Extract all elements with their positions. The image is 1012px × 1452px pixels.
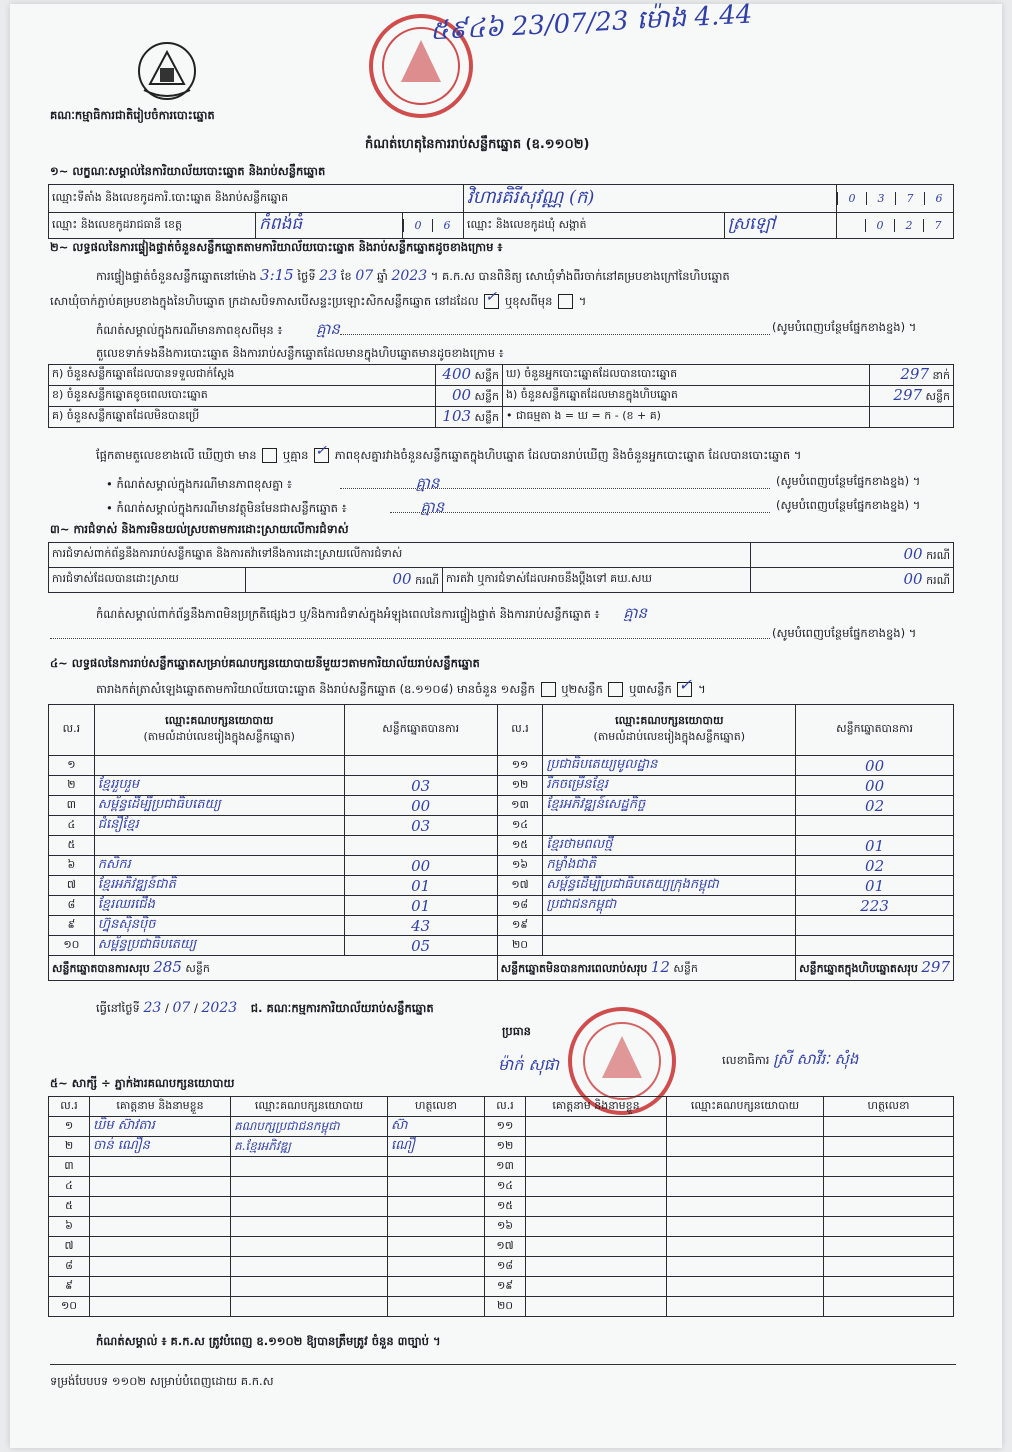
chair-signature: ម៉ាក់ សុផា <box>498 1055 559 1074</box>
party-result-row: ៣ សម្ព័ន្ធដើម្បីប្រជាធិបតេយ្យ 00 ១៣ ខ្មែរអភិវឌ្ឍន៍សេដ្ឋកិច្ច 02 <box>49 796 954 816</box>
complaint-label: ការជំទាស់ពាក់ព័ន្ធនឹងការរាប់សន្លឹកឆ្នោត និងការតវ៉ាទៅនឹងការដោះស្រាយលើការជំទាស់ <box>49 543 751 568</box>
party-name: ខ្មែរឈរជើង <box>97 897 155 912</box>
witness-row: ១ ឃិម ស៊ាវតារ គណបក្សប្រជាជនកម្ពុជា ស៊ា ១១ <box>49 1117 954 1137</box>
code-digit: 7 <box>895 192 924 205</box>
witness-row: ៣ ១៣ <box>49 1157 954 1177</box>
witness-row: ៧ ១៧ <box>49 1237 954 1257</box>
witness-row: ៨ ១៨ <box>49 1257 954 1277</box>
party-name: ហ្វ៊ុនស៊ិនប៉ិច <box>97 917 156 932</box>
footer-divider <box>50 1364 956 1365</box>
verify-line-2: សោឃុំចាក់ភ្ជាប់គម្របខាងក្នុងនៃហិបឆ្នោត ក្រដាសបិទភាសបើសន្ទះប្រឡោះសិកសន្លឹកឆ្នោត នៅដដែល ✓ ឬខុសពីមុន ។ <box>50 289 587 308</box>
witness-row: ៤ ១៤ <box>49 1177 954 1197</box>
party-votes: 00 <box>411 796 431 815</box>
verify-line-1: ការផ្ទៀងផ្ទាត់ចំនួនសន្លឹកឆ្នោតនៅម៉ោង 3:15 ថ្ងៃទី 23 ខែ 07 ឆ្នាំ 2023 ។ គ.ក.ស បានពិនិត្យ សោឃុំទាំងពីរចាក់នៅគម្របខាងក្រៅនៃហិបឆ្នោត <box>96 266 730 284</box>
party-votes: 02 <box>865 856 885 875</box>
party-result-row: ៩ ហ្វ៊ុនស៊ិនប៉ិច 43 ១៩ <box>49 916 954 936</box>
party-votes: 05 <box>411 936 431 955</box>
party-name: សម្ព័ន្ធប្រជាធិបតេយ្យ <box>97 937 197 952</box>
ballot-count-row: គ) ចំនួនសន្លឹកឆ្នោតដែលមិនបានប្រើ 103 សន្លឹក • ជាធម្មតា ង = ឃ = ក - (ខ + គ) <box>49 407 954 428</box>
note-line <box>50 638 770 639</box>
one-sheet-checkbox[interactable] <box>541 682 556 697</box>
section4-title: ៤~ លទ្ធផលនៃការរាប់សន្លឹកឆ្នោតសម្រាប់គណបក្សនយោបាយនីមួយៗតាមការិយាល័យរាប់សន្លឹកឆ្នោត <box>50 656 480 670</box>
complaint-count: 00 <box>903 545 923 563</box>
party-result-row: ៨ ខ្មែរឈរជើង 01 ១៨ ប្រជាជនកម្ពុជា 223 <box>49 896 954 916</box>
ballot-count-row: ក) ចំនួនសន្លឹកឆ្នោតដែលបានទទួលជាក់ស្តែង 400 សន្លឹក ឃ) ចំនួនអ្នកបោះឆ្នោតដែលបានបោះឆ្នោត 297 នាក់ <box>49 365 954 386</box>
party-name: ជំនឿខ្មែរ <box>97 817 139 832</box>
party-result-row: ១ ១១ ប្រជាធិបតេយ្យមូលដ្ឋាន 00 <box>49 756 954 776</box>
party-votes: 223 <box>860 896 889 915</box>
party-votes: 01 <box>411 876 431 895</box>
code-digit: 6 <box>924 192 953 205</box>
party-votes: 01 <box>865 836 885 855</box>
code-digit: 0 <box>837 192 866 205</box>
section3-title: ៣~ ការជំទាស់ និងការមិនយល់ស្របតាមការដោះស្រាយលើការជំទាស់ <box>50 522 349 536</box>
note-suffix: (សូមបំពេញបន្ថែមផ្នែកខាងខ្នង) ។ <box>776 498 921 512</box>
form-title: កំណត់ហេតុនៃការរាប់សន្លឹកឆ្នោត (ឧ.១១០២) <box>365 137 590 152</box>
party-votes: 01 <box>411 896 431 915</box>
complaints-table: ការជំទាស់ពាក់ព័ន្ធនឹងការរាប់សន្លឹកឆ្នោត និងការតវ៉ាទៅនឹងការដោះស្រាយលើការជំទាស់ 00 ករណី ការជំទាស់ដែលបានដោះស្រាយ 00 ករណី ការតវ៉ា ឬការជំទាស់ដែលអាចនឹងប្តឹងទៅ គឃ.សឃ 00 ករណី <box>48 542 954 593</box>
discrepancy-yes-checkbox[interactable] <box>262 448 277 463</box>
party-votes: 03 <box>411 816 431 835</box>
party-votes: 00 <box>865 776 885 795</box>
party-result-row: ១០ សម្ព័ន្ធប្រជាធិបតេយ្យ 05 ២០ <box>49 936 954 956</box>
code-digit: 7 <box>923 219 952 232</box>
note-suffix: (សូមបំពេញបន្ថែមផ្នែកខាងខ្នង) ។ <box>772 626 917 640</box>
col-votes: សន្លឹកឆ្នោតបានការ <box>796 705 954 756</box>
commune-label: ឈ្មោះ និងលេខកូដឃុំ សង្កាត់ <box>464 213 725 239</box>
seal-intact-checkbox[interactable]: ✓ <box>484 294 499 309</box>
discrepancy-no-checkbox[interactable]: ✓ <box>314 448 329 463</box>
signing-date: ធ្វើនៅថ្ងៃទី 23 / 07 / 2023 ជ. គណៈកម្មការការិយាល័យរាប់សន្លឹកឆ្នោត <box>96 1000 434 1016</box>
note2: • កំណត់សម្គាល់ក្នុងករណីមានភាពខុសគ្នា ៖ គ្មាន <box>106 474 440 492</box>
seal-note: កំណត់សម្គាល់ក្នុងករណីមានភាពខុសពីមុន ៖ គ្មាន <box>96 320 340 338</box>
compare-line: ផ្អែកតាមតួលេខខាងលើ ឃើញថា មាន ឬគ្មាន ✓ ភាពខុសគ្នារវាងចំនួនសន្លឹកឆ្នោតក្នុងហិបឆ្នោត ដែលបានរាប់ឃើញ និងចំនួនអ្នកបោះឆ្នោត ដែលបានបោះឆ្នោត ។ <box>96 443 802 462</box>
witness-row: ៦ ១៦ <box>49 1217 954 1237</box>
resolved-count: 00 <box>392 570 412 588</box>
note-suffix: (សូមបំពេញបន្ថែមផ្នែកខាងខ្នង) ។ <box>776 474 921 488</box>
section2-title: ២~ លទ្ធផលនៃការផ្ទៀងផ្ទាត់ចំនួនសន្លឹកឆ្នោតតាមការិយាល័យបោះឆ្នោត និងរាប់សន្លឹកឆ្នោតដូចខាងក្រោម ៖ <box>50 240 503 254</box>
appeal-label: ការតវ៉ា ឬការជំទាស់ដែលអាចនឹងប្តឹងទៅ គឃ.សឃ <box>443 568 751 593</box>
form-sheet <box>10 0 1002 1448</box>
table-intro: តួលេខទាក់ទងនឹងការបោះឆ្នោត និងការរាប់សន្លឹកឆ្នោតដែលមានក្នុងហិបឆ្នោតមានដូចខាងក្រោម ៖ <box>96 346 504 360</box>
party-votes: 03 <box>411 776 431 795</box>
stamp-handwritten-note: ៥៩៤៦ 23/07/23 ម៉ោង 4.44 <box>429 0 754 47</box>
witness-row: ៩ ១៩ <box>49 1277 954 1297</box>
party-name: ប្រជាជនកម្ពុជា <box>546 897 617 912</box>
party-votes: 02 <box>865 796 885 815</box>
party-result-row: ៧ ខ្មែរអភិវឌ្ឍន៍ជាតិ 01 ១៧ សម្ព័ន្ធដើម្បីប្រជាធិបតេយ្យក្រុងកម្ពុជា 01 <box>49 876 954 896</box>
total-invalid-cell: សន្លឹកឆ្នោតមិនបានការពេលរាប់សរុប 12 សន្លឹក <box>497 956 796 981</box>
section1-title: ១~ លក្ខណៈសម្គាល់នៃការិយាល័យបោះឆ្នោត និងរាប់សន្លឹកឆ្នោត <box>50 164 326 178</box>
party-name: កសិករ <box>97 857 131 872</box>
code-digit: 0 <box>865 219 894 232</box>
party-votes: 00 <box>865 756 885 775</box>
witness-row: ៥ ១៥ <box>49 1197 954 1217</box>
party-result-row: ២ ខ្មែររួបរួម 03 ១២ រីកចម្រើនខ្មែរ 00 <box>49 776 954 796</box>
total-box-cell: សន្លឹកឆ្នោតក្នុងហិបឆ្នោតសរុប 297 <box>796 956 954 981</box>
polling-station-value: វិហារគិរីសុវណ្ណ (ក) <box>467 187 595 208</box>
party-name: ប្រជាធិបតេយ្យមូលដ្ឋាន <box>546 757 658 772</box>
note-line <box>340 334 770 335</box>
appeal-count: 00 <box>903 570 923 588</box>
code-digit: 0 <box>403 219 432 232</box>
party-name: កម្លាំងជាតិ <box>546 857 596 872</box>
three-sheet-checkbox[interactable]: ✓ <box>677 682 692 697</box>
nec-emblem-icon <box>130 38 204 104</box>
col-no: ល.រ <box>49 705 95 756</box>
form-footer: ទម្រង់បែបបទ ១១០២ សម្រាប់បំពេញដោយ គ.ក.ស <box>50 1374 274 1388</box>
party-result-row: ៤ ជំនឿខ្មែរ 03 ១៤ <box>49 816 954 836</box>
party-name: ខ្មែរថាមពលថ្មី <box>546 837 613 852</box>
party-results-table: ល.រ ឈ្មោះគណបក្សនយោបាយ (តាមលំដាប់លេខរៀងក្នុងសន្លឹកឆ្នោត) សន្លឹកឆ្នោតបានការ ល.រ ឈ្មោះគណបក្សនយោបាយ (តាមលំដាប់លេខរៀងក្នុងសន្លឹកឆ្នោត) សន្លឹកឆ្នោតបានការ ១ ១១ ប្រជាធិបតេយ្យមូលដ្ឋាន 00 ២ ខ្មែររួបរួម 03 ១២ រីកចម្រើនខ្មែរ 00 ៣ សម្ព័ន្ធដើម្បីប្រជាធិបតេយ្យ 00 ១៣ ខ្មែរអភិវឌ្ឍន៍សេដ្ឋកិច្ច 02 ៤ ជំនឿខ្មែរ 03 ១៤ ៥ ១៥ ខ្មែរថាមពលថ្មី 01 ៦ កសិករ 00 ១៦ កម្លាំងជាតិ 02 ៧ ខ្មែរអភិវឌ្ឍន៍ជាតិ 01 ១៧ សម្ព័ន្ធដើម្បីប្រជាធិបតេយ្យក្រុងកម្ពុជា 01 ៨ ខ្មែរឈរជើង 01 ១៨ ប្រជាជនកម្ពុជា 223 ៩ ហ្វ៊ុនស៊ិនប៉ិច 43 ១៩ ១០ សម្ព័ន្ធប្រជាធិបតេយ្យ 05 ២០ សន្លឹកឆ្នោតបានការសរុប 285 សន្លឹក សន្លឹកឆ្នោតមិនបានការពេលរាប់សរុប 12 សន្លឹក សន្លឹកឆ្នោតក្នុងហិបឆ្នោតសរុប 297 <box>48 704 954 981</box>
party-name: ខ្មែរអភិវឌ្ឍន៍សេដ្ឋកិច្ច <box>546 797 646 812</box>
col-no: ល.រ <box>497 705 543 756</box>
col-votes: សន្លឹកឆ្នោតបានការ <box>344 705 497 756</box>
polling-station-label: ឈ្មោះទីតាំង និងលេខកូដការិ.បោះឆ្នោត និងរាប់សន្លឹកឆ្នោត <box>49 185 464 213</box>
verify-time: 3:15 <box>260 266 294 284</box>
province-value: កំពង់ធំ <box>259 214 303 234</box>
two-sheet-checkbox[interactable] <box>608 682 623 697</box>
ballot-count-row: ខ) ចំនួនសន្លឹកឆ្នោតខូចពេលបោះឆ្នោត 00 សន្លឹក ង) ចំនួនសន្លឹកឆ្នោតដែលមានក្នុងហិបឆ្នោត 297 សន្លឹក <box>49 386 954 407</box>
commune-value: ស្រឡៅ <box>727 214 776 234</box>
party-votes: 43 <box>411 916 431 935</box>
note-line <box>340 488 770 489</box>
party-name: រីកចម្រើនខ្មែរ <box>546 777 609 792</box>
secretary-line: លេខាធិការ ស្រី សាវីរៈ សុំង <box>722 1050 859 1068</box>
witness-row: ២ ចាន់ ណឿន គ.ខ្មែរអភិវឌ្ឍ ណឿ ១២ <box>49 1137 954 1157</box>
chair-label: ប្រធាន <box>502 1024 531 1038</box>
code-digit: 6 <box>432 219 461 232</box>
party-votes: 01 <box>865 876 885 895</box>
note3: • កំណត់សម្គាល់ក្នុងករណីមានវត្ថុមិនមែនជាសន្លឹកឆ្នោត ៖ គ្មាន <box>106 498 445 516</box>
section1-table <box>48 184 954 239</box>
party-votes: 00 <box>411 856 431 875</box>
code-digit: 2 <box>894 219 923 232</box>
ballot-count-table <box>48 364 954 428</box>
province-label: ឈ្មោះ និងលេខកូដរាជធានី ខេត្ត <box>49 213 256 239</box>
footer-note: កំណត់សម្គាល់ ៖ គ.ក.ស ត្រូវបំពេញ ឧ.១១០២ ឱ្យបានត្រឹមត្រូវ ចំនួន ៣ច្បាប់ ។ <box>96 1334 441 1348</box>
section4-intro: តារាងកត់ត្រាសំឡេងឆ្នោតតាមការិយាល័យបោះឆ្នោត និងរាប់សន្លឹកឆ្នោត (ឧ.១១០៨) មានចំនួន ១សន្លឹក ឬ២សន្លឹក ឬ៣សន្លឹក ✓ ។ <box>96 675 706 696</box>
seal-broken-checkbox[interactable] <box>558 294 573 309</box>
committee-name: គណៈកម្មាធិការជាតិរៀបចំការបោះឆ្នោត <box>50 108 215 122</box>
resolved-label: ការជំទាស់ដែលបានដោះស្រាយ <box>49 568 246 593</box>
section3-note: កំណត់សម្គាល់ពាក់ព័ន្ធនឹងភាពមិនប្រក្រតីផ្សេងៗ ឬ/និងការជំទាស់ក្នុងអំឡុងពេលនៃការផ្ទៀងផ្ទាត់ និងការរាប់សន្លឹកឆ្នោត ៖ គ្មាន <box>96 604 648 622</box>
witness-row: ១០ ២០ <box>49 1297 954 1317</box>
section5-title: ៥~ សាក្សី ÷ ភ្នាក់ងារគណបក្សនយោបាយ <box>50 1076 235 1090</box>
party-result-row: ៥ ១៥ ខ្មែរថាមពលថ្មី 01 <box>49 836 954 856</box>
witness-table: ល.រ គោត្តនាម និងនាមខ្លួន ឈ្មោះគណបក្សនយោបាយ ហត្ថលេខា ល.រ គោត្តនាម និងនាមខ្លួន ឈ្មោះគណបក្សនយោបាយ ហត្ថលេខា ១ ឃិម ស៊ាវតារ គណបក្សប្រជាជនកម្ពុជា ស៊ា ១១ ២ ចាន់ ណឿន គ.ខ្មែរអភិវឌ្ឍ ណឿ ១២ ៣ ១៣ ៤ ១៤ ៥ ១៥ ៦ ១៦ ៧ ១៧ ៨ ១៨ ៩ ១៩ ១០ ២០ <box>48 1096 954 1317</box>
party-name: សម្ព័ន្ធដើម្បីប្រជាធិបតេយ្យក្រុងកម្ពុជា <box>546 877 719 892</box>
total-valid-cell: សន្លឹកឆ្នោតបានការសរុប 285 សន្លឹក <box>49 956 498 981</box>
note-suffix: (សូមបំពេញបន្ថែមផ្នែកខាងខ្នង) ។ <box>772 320 917 334</box>
party-name: សម្ព័ន្ធដើម្បីប្រជាធិបតេយ្យ <box>97 797 221 812</box>
code-digit: 3 <box>866 192 895 205</box>
party-name: ខ្មែរអភិវឌ្ឍន៍ជាតិ <box>97 877 176 892</box>
party-name: ខ្មែររួបរួម <box>97 777 140 792</box>
note-line <box>390 512 770 513</box>
party-result-row: ៦ កសិករ 00 ១៦ កម្លាំងជាតិ 02 <box>49 856 954 876</box>
